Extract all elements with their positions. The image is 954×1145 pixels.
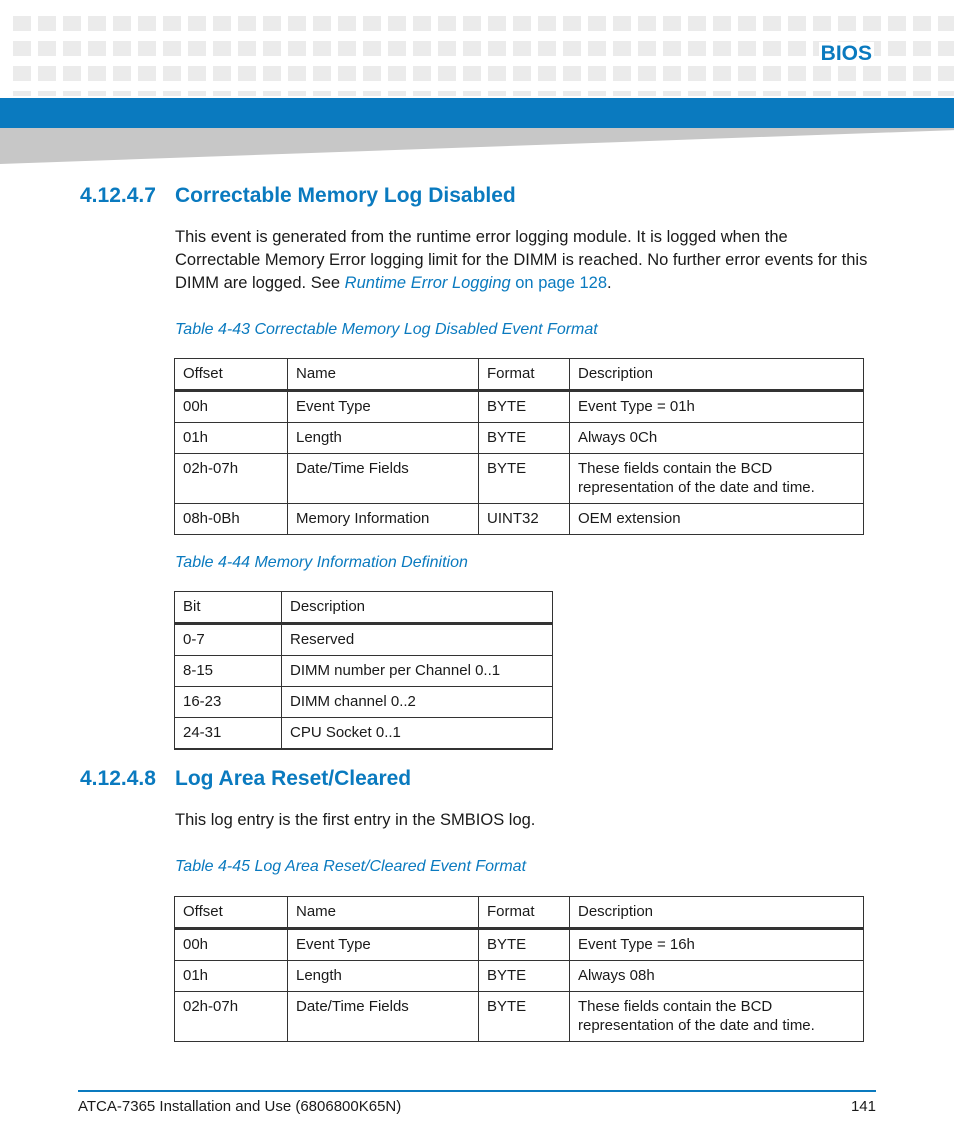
table-cell: Event Type <box>288 391 479 423</box>
table-row <box>175 423 864 454</box>
table-row <box>175 504 864 535</box>
table-header-row <box>175 592 553 624</box>
section-paragraph: This log entry is the first entry in the SMBIOS log. <box>175 811 536 829</box>
table-cell: These fields contain the BCD representation of the date and time. <box>570 992 864 1042</box>
header-cell: Format <box>479 897 570 929</box>
table-cell: These fields contain the BCD representation of the date and time. <box>570 454 864 504</box>
section-heading-4-12-4-7 <box>80 184 516 208</box>
memory-info-table <box>174 591 553 750</box>
table-row <box>175 656 553 687</box>
table-cell: Date/Time Fields <box>288 992 479 1042</box>
table-row <box>175 718 553 750</box>
table-cell: Length <box>288 961 479 992</box>
table-caption: Table 4-45 Log Area Reset/Cleared Event Format <box>175 858 527 875</box>
header-cell: Format <box>479 359 570 391</box>
footer-rule <box>78 1090 876 1092</box>
table-cell: 00h <box>175 391 288 423</box>
table-cell: BYTE <box>479 454 570 504</box>
table-cell: BYTE <box>479 992 570 1042</box>
header-pattern <box>6 6 954 96</box>
table-caption: Table 4-43 Correctable Memory Log Disabled Event Format <box>175 321 598 338</box>
table-cell: 0-7 <box>175 624 282 656</box>
section-heading-4-12-4-8 <box>80 767 411 791</box>
table-cell: Always 0Ch <box>570 423 864 454</box>
section-number: 4.12.4.7 <box>80 184 156 207</box>
cross-reference-link[interactable] <box>345 274 607 292</box>
header-cell: Offset <box>175 897 288 929</box>
section-number: 4.12.4.8 <box>80 767 156 790</box>
table-cell: Reserved <box>282 624 553 656</box>
table-row <box>175 687 553 718</box>
table-cell: 02h-07h <box>175 992 288 1042</box>
table-cell: 24-31 <box>175 718 282 750</box>
table-cell: 01h <box>175 961 288 992</box>
table-cell: DIMM channel 0..2 <box>282 687 553 718</box>
table-cell: 00h <box>175 929 288 961</box>
table-cell: DIMM number per Channel 0..1 <box>282 656 553 687</box>
header-cell: Name <box>288 359 479 391</box>
table-cell: BYTE <box>479 961 570 992</box>
table-row <box>175 961 864 992</box>
table-cell: 08h-0Bh <box>175 504 288 535</box>
link-title[interactable]: Runtime Error Logging <box>344 274 511 292</box>
page-number: 141 <box>850 1098 876 1115</box>
section-label: BIOS <box>820 42 872 65</box>
link-page[interactable]: on page 128 <box>510 274 608 292</box>
table-row <box>175 992 864 1042</box>
table-cell: BYTE <box>479 391 570 423</box>
section-title: Correctable Memory Log Disabled <box>175 184 516 207</box>
header-wedge <box>0 128 954 164</box>
header-cell: Description <box>570 359 864 391</box>
table-row <box>175 929 864 961</box>
section-title: Log Area Reset/Cleared <box>175 767 412 790</box>
event-format-table <box>174 358 864 535</box>
table-caption: Table 4-44 Memory Information Definition <box>175 554 468 571</box>
header-cell: Description <box>282 592 553 624</box>
paragraph-end: . <box>607 274 612 292</box>
section-paragraph <box>175 226 875 295</box>
table-cell: Event Type = 16h <box>570 929 864 961</box>
table-row <box>175 624 553 656</box>
header-cell: Name <box>288 897 479 929</box>
table-cell: OEM extension <box>570 504 864 535</box>
header-cell: Description <box>570 897 864 929</box>
table-cell: Event Type = 01h <box>570 391 864 423</box>
table-cell: CPU Socket 0..1 <box>282 718 553 750</box>
table-row <box>175 391 864 423</box>
table-cell: Always 08h <box>570 961 864 992</box>
table-cell: BYTE <box>479 929 570 961</box>
table-row <box>175 454 864 504</box>
table-cell: Event Type <box>288 929 479 961</box>
table-cell: Memory Information <box>288 504 479 535</box>
table-header-row <box>175 897 864 929</box>
table-cell: Date/Time Fields <box>288 454 479 504</box>
table-cell: 16-23 <box>175 687 282 718</box>
table-cell: Length <box>288 423 479 454</box>
table-cell: 02h-07h <box>175 454 288 504</box>
table-cell: UINT32 <box>479 504 570 535</box>
header-band <box>0 98 954 128</box>
header-cell: Bit <box>175 592 282 624</box>
paragraph-text: This event is generated from the runtime error logging module. It is logged when the Correctable Memory Error logging limit for the DIMM is reached. No further error events for this DIMM are logged. See <box>175 228 868 292</box>
table-cell: 8-15 <box>175 656 282 687</box>
table-header-row <box>175 359 864 391</box>
footer-doc-title: ATCA-7365 Installation and Use (6806800K65N) <box>78 1098 402 1115</box>
log-reset-table <box>174 896 864 1042</box>
header-cell: Offset <box>175 359 288 391</box>
table-cell: 01h <box>175 423 288 454</box>
table-cell: BYTE <box>479 423 570 454</box>
